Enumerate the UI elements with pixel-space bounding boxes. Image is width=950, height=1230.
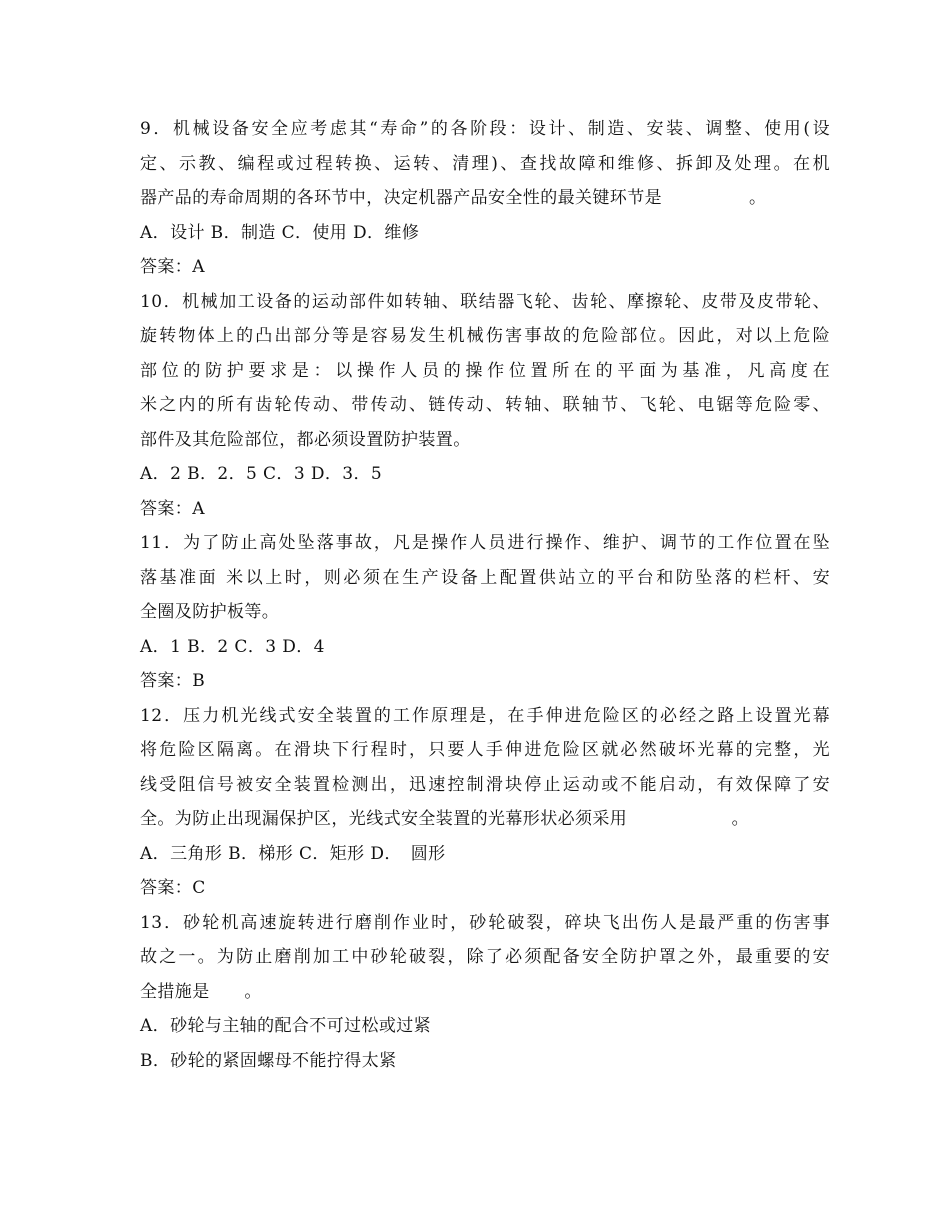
- question-12-line-1: 12．压力机光线式安全装置的工作原理是，在手伸进危险区的必经之路上设置光幕: [140, 705, 830, 726]
- question-11-options: A．1 B．2 C．3 D．4: [140, 636, 325, 657]
- question-9-line-3: 器产品的寿命周期的各环节中，决定机器产品安全性的最关键环节是 。: [140, 188, 767, 208]
- question-12-line-4: 全。为防止出现漏保护区，光线式安全装置的光幕形状必须采用 。: [140, 809, 749, 829]
- question-12-answer: 答案：C: [140, 878, 206, 898]
- document-body: [140, 112, 830, 1078]
- question-13: [140, 906, 830, 1079]
- question-9-line-1: 9．机械设备安全应考虑其“寿命”的各阶段：设计、制造、安装、调整、使用(设: [140, 119, 830, 139]
- question-10-answer: 答案：A: [140, 498, 205, 519]
- question-9-line-2: 定、示教、编程或过程转换、运转、清理)、查找故障和维修、拆卸及处理。在机: [140, 153, 830, 174]
- question-13-line-1: 13．砂轮机高速旋转进行磨削作业时，砂轮破裂，碎块飞出伤人是最严重的伤害事: [140, 912, 830, 933]
- question-10-line-2: 旋转物体上的凸出部分等是容易发生机械伤害事故的危险部位。因此，对以上危险: [140, 326, 830, 346]
- question-13-line-2: 故之一。为防止磨削加工中砂轮破裂，除了必须配备安全防护罩之外，最重要的安: [140, 947, 830, 967]
- question-12-line-3: 线受阻信号被安全装置检测出，迅速控制滑块停止运动或不能启动，有效保障了安: [140, 774, 830, 795]
- question-10-line-5: 部件及其危险部位，都必须设置防护装置。: [140, 429, 471, 450]
- question-10-line-3: 部位的防护要求是：以操作人员的操作位置所在的平面为基准，凡高度在: [140, 360, 830, 381]
- question-9-answer: 答案：A: [140, 257, 205, 277]
- question-10-line-1: 10．机械加工设备的运动部件如转轴、联结器飞轮、齿轮、摩擦轮、皮带及皮带轮、: [140, 291, 830, 312]
- question-12: [140, 699, 830, 906]
- question-9-options: A．设计 B．制造 C．使用 D．维修: [140, 222, 420, 243]
- question-11-answer: 答案：B: [140, 671, 206, 691]
- question-10-line-4: 米之内的所有齿轮传动、带传动、链传动、转轴、联轴节、飞轮、电锯等危险零、: [140, 395, 830, 415]
- question-12-line-2: 将危险区隔离。在滑块下行程时，只要人手伸进危险区就必然破坏光幕的完整，光: [140, 740, 830, 760]
- question-13-option-a: A．砂轮与主轴的配合不可过松或过紧: [140, 1016, 432, 1036]
- question-11-line-2: 落基准面 米以上时，则必须在生产设备上配置供站立的平台和防坠落的栏杆、安: [140, 567, 830, 588]
- question-11-line-1: 11．为了防止高处坠落事故，凡是操作人员进行操作、维护、调节的工作位置在坠: [140, 533, 830, 553]
- question-10-options: A．2 B．2．5 C．3 D．3．5: [140, 464, 383, 484]
- question-11-line-3: 全圈及防护板等。: [140, 602, 280, 622]
- question-11: [140, 526, 830, 699]
- question-12-options: A．三角形 B．梯形 C．矩形 D． 圆形: [140, 843, 446, 864]
- question-13-line-3: 全措施是 。: [140, 981, 262, 1002]
- question-10: [140, 285, 830, 527]
- question-13-option-b: B．砂轮的紧固螺母不能拧得太紧: [140, 1050, 397, 1071]
- question-9: [140, 112, 830, 285]
